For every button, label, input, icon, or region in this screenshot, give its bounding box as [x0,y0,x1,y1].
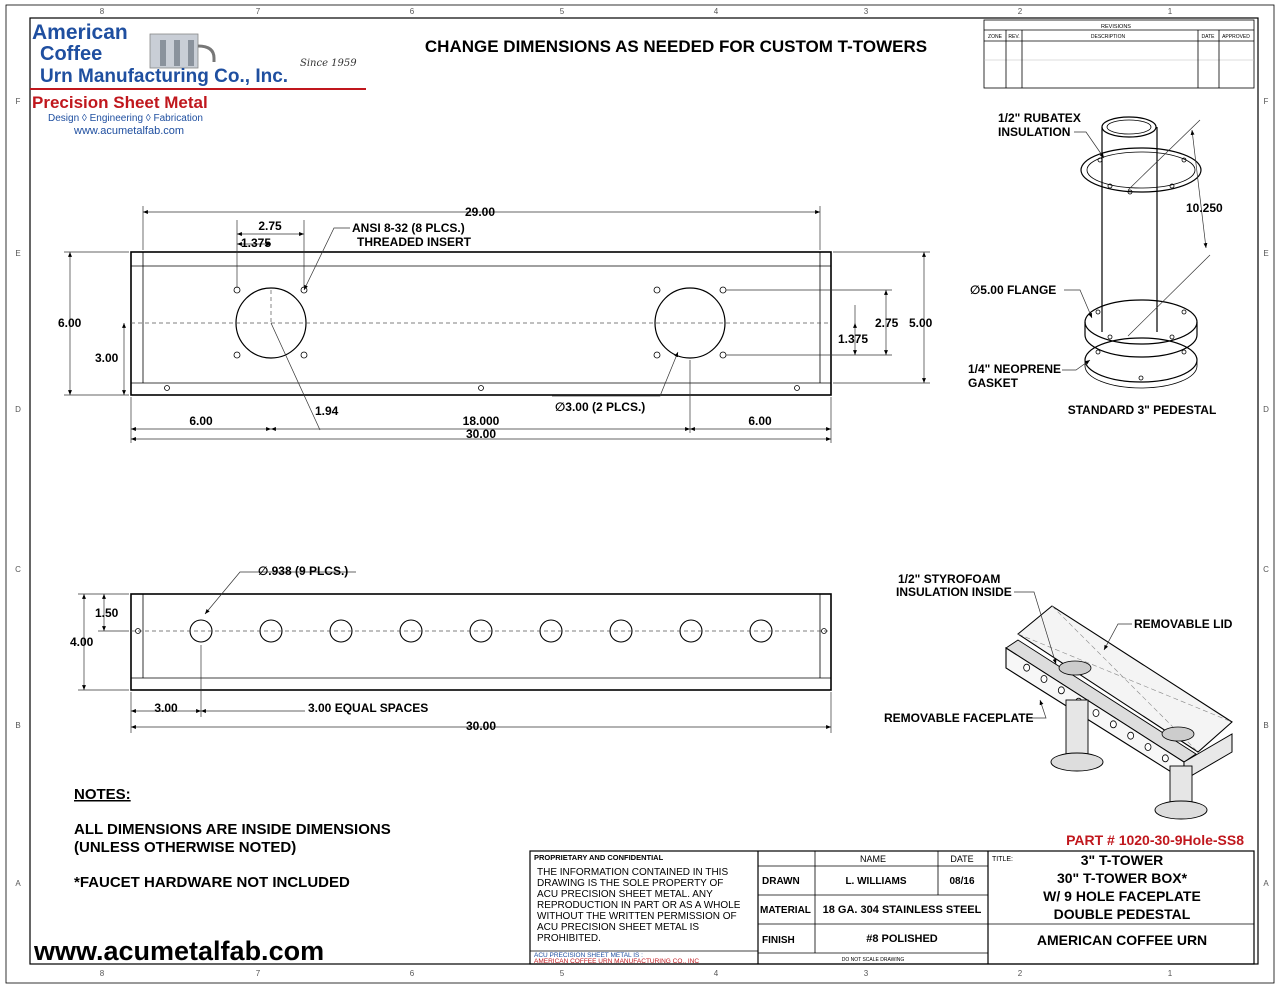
top-flange [1081,148,1201,192]
tb-drawn-date: 08/16 [949,876,975,887]
notes-line-3: *FAUCET HARDWARE NOT INCLUDED [74,874,350,891]
tb-finish-value: #8 POLISHED [866,933,938,945]
zone-bottom-6: 6 [409,969,415,978]
zone-left-e: E [15,249,21,258]
zone-top-5: 5 [559,7,565,16]
tb-company: AMERICAN COFFEE URN [1036,932,1208,948]
dim-insert-half: 1.375 [240,236,272,250]
zone-left-d: D [15,405,21,414]
dim-height-300: 3.00 [95,351,119,365]
zone-top-8: 8 [99,7,105,16]
prop-footer-2: AMERICAN COFFEE URN MANUFACTURING CO., INC [534,958,700,965]
dim-faceplate-total: 30.00 [465,719,497,733]
prop-footer-1: ACU PRECISION SHEET METAL IS : [534,952,643,959]
title-block [530,851,1254,965]
dim-faceplate-150: 1.50 [95,606,119,620]
logo-services: Design ◊ Engineering ◊ Fabrication [48,113,203,124]
note-pedestal-hole: ∅3.00 (2 PLCS.) [555,400,646,414]
faceplate-view [70,564,831,733]
dim-bottom-total: 30.00 [465,427,497,441]
iso-faceplate-hole [1041,676,1047,683]
prop-line-2: DRAWING IS THE SOLE PROPERTY OF [537,878,724,889]
logo-url: www.acumetalfab.com [74,125,185,137]
zone-top-7: 7 [255,7,261,16]
urn-logo-icon [150,34,214,68]
tb-title-label: TITLE: [992,856,1014,863]
label-styrofoam-2: INSULATION INSIDE [896,585,1012,599]
dim-bottom-mid: 18.000 [462,414,500,428]
zone-bottom-8: 8 [99,969,105,978]
zone-left-a: A [15,879,21,888]
front-view [58,205,933,443]
dim-overall-29: 29.00 [464,205,496,219]
dim-radius-194: 1.94 [315,404,339,418]
iso-faceplate-hole [1145,744,1151,751]
tb-title-line-2: 30" T-TOWER BOX* [1056,870,1188,886]
dim-bottom-left: 6.00 [189,414,213,428]
tb-finish-label: FINISH [762,935,795,946]
label-gasket-2: GASKET [968,376,1019,390]
tb-material-label: MATERIAL [760,905,811,916]
revisions-block [984,20,1254,88]
label-rubatex-1: 1/2" RUBATEX [998,111,1081,125]
note-faceplate-holes: ∅.938 (9 PLCS.) [258,564,349,578]
note-threaded-insert-2: THREADED INSERT [357,235,472,249]
revisions-col-description: DESCRIPTION [1090,34,1126,40]
logo-since: Since 1959 [300,58,357,69]
label-rubatex-2: INSULATION [998,125,1071,139]
label-removable-lid: REMOVABLE LID [1134,617,1233,631]
zone-bottom-5: 5 [559,969,565,978]
isometric-box-view [884,572,1233,819]
revisions-title: REVISIONS [1101,24,1131,30]
zone-right-c: C [1263,565,1269,574]
prop-line-3: ACU PRECISION SHEET METAL. ANY [537,889,713,900]
zone-left-c: C [15,565,21,574]
zone-bottom-3: 3 [863,969,869,978]
company-logo [30,21,366,137]
notes [74,786,391,891]
notes-line-2: (UNLESS OTHERWISE NOTED) [74,839,297,856]
dim-bottom-right: 6.00 [748,414,772,428]
revisions-col-date: DATE [1201,34,1215,40]
zone-top-2: 2 [1017,7,1023,16]
prop-line-7: PROHIBITED. [537,933,601,944]
notes-heading: NOTES: [74,786,131,803]
logo-line-2: Coffee [40,43,103,65]
tb-date-header: DATE [950,854,974,864]
note-threaded-insert-1: ANSI 8-32 (8 PLCS.) [352,221,465,235]
iso-faceplate-hole [1162,755,1168,762]
prop-line-6: ACU PRECISION SHEET METAL IS [537,922,700,933]
website-footer: www.acumetalfab.com [34,936,325,966]
tb-name-header: NAME [859,854,887,864]
zone-left-b: B [15,721,21,730]
dim-right-1375: 1.375 [838,332,869,346]
tb-do-not-scale: DO NOT SCALE DRAWING [841,957,905,963]
dim-pedestal-height: 10.250 [1186,201,1223,215]
prop-line-4: REPRODUCTION IN PART OR AS A WHOLE [537,900,741,911]
label-gasket-1: 1/4" NEOPRENE [968,362,1062,376]
label-removable-faceplate: REMOVABLE FACEPLATE [884,711,1034,725]
logo-banner: Precision Sheet Metal [32,93,208,112]
zone-right-a: A [1263,879,1269,888]
zone-bottom-2: 2 [1017,969,1023,978]
zone-right-f: F [1263,97,1269,106]
zone-top-6: 6 [409,7,415,16]
label-flange: ∅5.00 FLANGE [970,283,1057,297]
zone-right-b: B [1263,721,1269,730]
iso-faceplate-hole [1128,732,1134,739]
label-styrofoam-1: 1/2" STYROFOAM [898,572,1001,586]
zone-top-4: 4 [713,7,719,16]
tb-title-line-1: 3" T-TOWER [1080,852,1164,868]
iso-faceplate-hole [1110,721,1116,728]
tb-drawn-label: DRAWN [762,876,800,887]
dim-faceplate-300: 3.00 [154,701,178,715]
tb-title-line-4: DOUBLE PEDESTAL [1053,906,1191,922]
iso-faceplate-hole [1058,687,1064,694]
pedestal-view [968,111,1223,417]
zone-left-f: F [15,97,21,106]
header-title: CHANGE DIMENSIONS AS NEEDED FOR CUSTOM T-TOWERS [424,37,928,56]
pedestal-caption: STANDARD 3" PEDESTAL [1067,403,1217,417]
prop-line-5: WITHOUT THE WRITTEN PERMISSION OF [537,911,737,922]
notes-line-1: ALL DIMENSIONS ARE INSIDE DIMENSIONS [74,821,391,838]
dim-right-275: 2.75 [875,316,899,330]
zone-bottom-1: 1 [1167,969,1173,978]
iso-faceplate-hole [1093,710,1099,717]
part-number: PART # 1020-30-9Hole-SS8 [1066,832,1244,848]
dim-insert-spacing: 2.75 [258,219,282,233]
zone-top-1: 1 [1167,7,1173,16]
zone-right-d: D [1263,405,1269,414]
zone-bottom-7: 7 [255,969,261,978]
dim-equal-spaces: 3.00 EQUAL SPACES [308,701,429,715]
revisions-col-zone: ZONE [988,34,1002,40]
revisions-col-rev: REV. [1008,34,1020,40]
prop-heading: PROPRIETARY AND CONFIDENTIAL [534,853,664,862]
zone-top-3: 3 [863,7,869,16]
tb-drawn-name: L. WILLIAMS [845,876,907,887]
prop-line-1: THE INFORMATION CONTAINED IN THIS [537,867,729,878]
tb-title-line-3: W/ 9 HOLE FACEPLATE [1043,888,1201,904]
zone-right-e: E [1263,249,1269,258]
logo-line-3: Urn Manufacturing Co., Inc. [40,66,289,87]
logo-line-1: American [32,21,128,44]
dim-height-600: 6.00 [58,316,82,330]
threaded-inserts [165,287,800,391]
zone-bottom-4: 4 [713,969,719,978]
dim-faceplate-400: 4.00 [70,635,94,649]
dim-right-500: 5.00 [909,316,933,330]
tb-material-value: 18 GA. 304 STAINLESS STEEL [822,904,982,916]
iso-faceplate-hole [1024,664,1030,671]
revisions-col-approved: APPROVED [1222,34,1250,40]
